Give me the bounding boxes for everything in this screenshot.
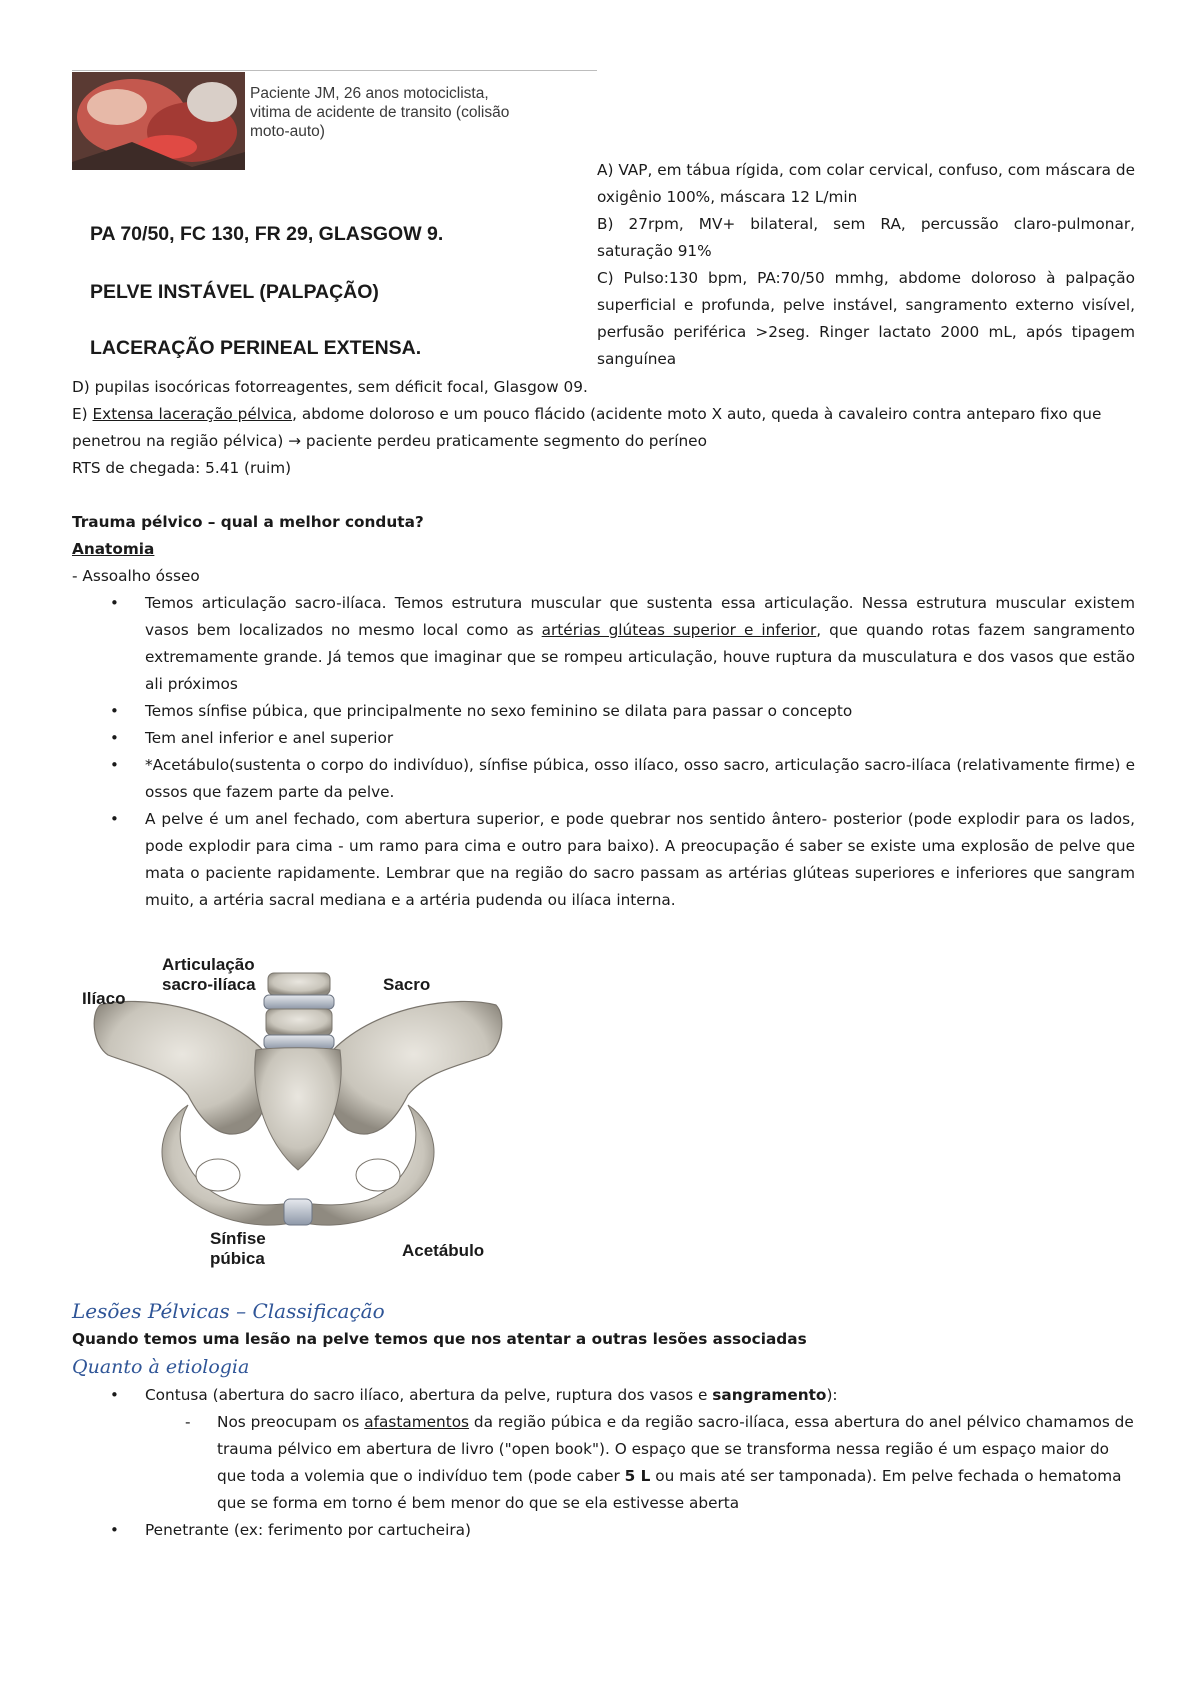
e-rest: , abdome doloroso e um pouco flácido (acidente moto X auto, queda à cavaleiro contra anteparo fixo que penetrou na região pélvica) — [72, 405, 1102, 450]
item-text: Temos articulação sacro-ilíaca. Temos estrutura muscular que sustenta essa articulação. Nessa estrutura muscular existem vasos bem localizados no mesmo local como as — [145, 594, 1135, 639]
arrow-icon: → — [288, 432, 302, 450]
item-text: A pelve é um anel fechado, com abertura superior, e pode quebrar nos sentido ântero- posterior (pode explodir para os lados, pode explodir para cima - um ramo para cima e outro para baixo). A preocupação é saber se existe uma explosão de pelve que mata o paciente rapidamente. Lembrar que na região do sacro passam as artérias glúteas superiores e inferiores que sangram muito, a artéria sacral mediana e a artéria pudenda ou ilíaca interna. — [145, 810, 1135, 909]
perineal-finding: LACERAÇÃO PERINEAL EXTENSA. — [90, 337, 422, 359]
e-underlined: Extensa laceração pélvica — [92, 405, 293, 423]
label-line: sacro-ilíaca — [162, 975, 256, 994]
caption-line: Paciente JM, 26 anos motociclista, — [250, 85, 489, 102]
case-caption — [250, 84, 590, 141]
assessment-b: B) 27rpm, MV+ bilateral, sem RA, percussão claro-pulmonar, saturação 91% — [597, 215, 1135, 260]
item-text: Tem anel inferior e anel superior — [145, 729, 394, 747]
bullet-icon: • — [110, 810, 119, 828]
etiology-list — [72, 1382, 1135, 1409]
list-item — [72, 725, 1135, 752]
trauma-photo — [72, 72, 245, 170]
item-underlined: artérias glúteas superior e inferior — [541, 621, 817, 639]
assessment-a: A) VAP, em tábua rígida, com colar cervical, confuso, com máscara de oxigênio 100%, máscara 12 L/min — [597, 161, 1135, 206]
list-item — [72, 752, 1135, 806]
etiology-list — [72, 1517, 1135, 1544]
label-sinfise — [210, 1229, 266, 1269]
classification-section — [72, 1296, 1135, 1544]
section-subtitle: Quanto à etiologia — [72, 1356, 250, 1378]
item-bold: sangramento — [712, 1386, 827, 1404]
item-text: ): — [826, 1386, 838, 1404]
assessment-e — [72, 401, 1135, 455]
rts-score: RTS de chegada: 5.41 (ruim) — [72, 459, 292, 477]
e-prefix: E) — [72, 405, 93, 423]
item-underlined: afastamentos — [364, 1413, 470, 1431]
caption-line: moto-auto) — [250, 123, 325, 140]
list-item — [72, 1517, 1135, 1544]
bullet-icon: • — [110, 756, 119, 774]
list-item — [72, 698, 1135, 725]
label-articulacao — [162, 955, 256, 995]
bullet-icon: • — [110, 1521, 119, 1539]
bullet-icon: • — [110, 702, 119, 720]
label-line: Sínfise — [210, 1229, 266, 1248]
item-text: Nos preocupam os — [217, 1413, 365, 1431]
label-sacro: Sacro — [383, 975, 431, 994]
question-heading: Trauma pélvico – qual a melhor conduta? — [72, 513, 424, 531]
bullet-icon: • — [110, 594, 119, 612]
pelvis-illustration — [78, 955, 518, 1287]
item-bold: 5 L — [624, 1467, 651, 1485]
anatomy-heading: Anatomia — [72, 540, 155, 558]
caption-line: vitima de acidente de transito (colisão — [250, 104, 510, 121]
item-text: Penetrante (ex: ferimento por cartucheira) — [145, 1521, 471, 1539]
dash-icon: - — [185, 1413, 191, 1431]
item-text: da região púbica e da região sacro-ilíaca, essa abertura do anel pélvico chamamos de trauma pélvico em abertura de livro ("open book"). O espaço que se transforma nessa região é um espaço maior do que toda a volemia que o indivíduo tem (pode caber — [217, 1413, 1134, 1485]
assessment-d: D) pupilas isocóricas fotorreagentes, sem déficit focal, Glasgow 09. — [72, 378, 588, 396]
item-text: Temos sínfise púbica, que principalmente no sexo feminino se dilata para passar o concepto — [145, 702, 853, 720]
divider — [72, 70, 597, 71]
label-line: púbica — [210, 1249, 265, 1268]
vitals-line: PA 70/50, FC 130, FR 29, GLASGOW 9. — [90, 223, 444, 245]
list-item — [72, 590, 1135, 698]
list-item — [72, 806, 1135, 914]
item-text: *Acetábulo(sustenta o corpo do indivíduo), sínfise púbica, osso ilíaco, osso sacro, articulação sacro-ilíaca (relativamente firme) e ossos que fazem parte da pelve. — [145, 756, 1135, 801]
item-text: Contusa (abertura do sacro ilíaco, abertura da pelve, ruptura dos vasos e — [145, 1386, 713, 1404]
section-title: Lesões Pélvicas – Classificação — [72, 1299, 385, 1323]
pelvis-finding: PELVE INSTÁVEL (PALPAÇÃO) — [90, 281, 379, 303]
sub-list — [72, 1409, 1135, 1517]
spacer — [72, 482, 1135, 509]
bone-floor-label: - Assoalho ósseo — [72, 567, 200, 585]
case-box — [72, 70, 597, 365]
anatomy-list — [72, 590, 1135, 914]
item-text: ou mais até ser tamponada). Em pelve fechada o hematoma que se forma em torno é bem menor do que se ela estivesse aberta — [217, 1467, 1122, 1512]
section-intro: Quando temos uma lesão na pelve temos que nos atentar a outras lesões associadas — [72, 1330, 807, 1348]
label-line: Articulação — [162, 955, 255, 974]
abc-assessment — [597, 157, 1135, 373]
bullet-icon: • — [110, 1386, 119, 1404]
body-text — [72, 374, 1135, 914]
sub-list-item — [72, 1409, 1135, 1517]
label-iliaco: Ilíaco — [82, 989, 126, 1008]
assessment-c: C) Pulso:130 bpm, PA:70/50 mmhg, abdome doloroso à palpação superficial e profunda, pelve instável, sangramento externo visível, perfusão periférica >2seg. Ringer lactato 2000 mL, após tipagem sanguínea — [597, 269, 1135, 368]
bullet-icon: • — [110, 729, 119, 747]
label-acetabulo: Acetábulo — [402, 1241, 485, 1260]
item-text: , que quando rotas fazem sangramento extremamente grande. Já temos que imaginar que se rompeu articulação, houve ruptura da musculatura e dos vasos que estão ali próximos — [145, 621, 1136, 693]
list-item — [72, 1382, 1135, 1409]
pelvis-figure — [78, 955, 518, 1287]
e-end: paciente perdeu praticamente segmento do períneo — [301, 432, 707, 450]
